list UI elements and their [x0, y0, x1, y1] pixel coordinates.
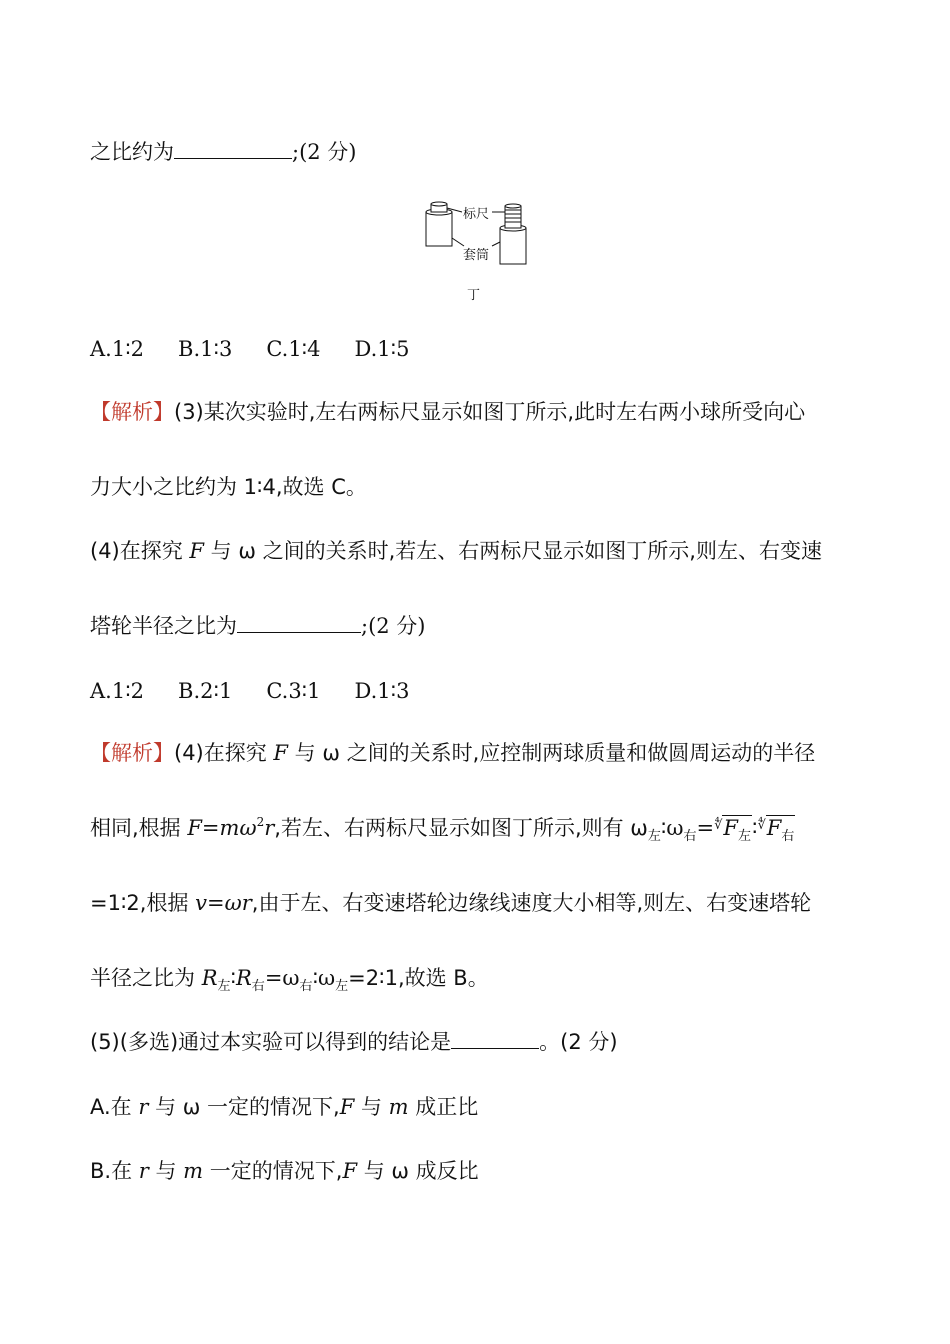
question5: (5)(多选)通过本实验可以得到的结论是 。(2 分) [90, 1030, 618, 1054]
radical-icon: ∜ [757, 818, 766, 833]
figure-ding [420, 198, 540, 308]
option-c[interactable]: C.1∶4 [266, 337, 321, 361]
radical-icon: ∜ [714, 818, 723, 833]
option-a[interactable]: A.1∶2 [90, 679, 145, 703]
option-c[interactable]: C.3∶1 [266, 679, 321, 703]
analysis4-line2: 相同,根据 $F=m\omega^2r$,若左、右两标尺显示如图丁所示,则有 $\omega_左∶\omega_右=^∜F_左∶^∜F_右$ [90, 815, 795, 844]
figure-caption: 丁 [467, 288, 481, 303]
question5-option-a[interactable]: A.在 r 与 ω 一定的情况下,F 与 m 成正比 [90, 1095, 479, 1119]
radicand-left: $F_左$ [723, 816, 752, 844]
option-b[interactable]: B.1∶3 [178, 337, 233, 361]
analysis4-line4: 半径之比为 $R_左∶R_右=\omega_右∶\omega_左=2∶1$,故选 B。 [90, 966, 489, 994]
analysis-tag: 【解析】 [90, 741, 174, 765]
question3-tail: 之比约为 ;(2 分) [90, 140, 357, 164]
option-b[interactable]: B.2∶1 [178, 679, 233, 703]
answer-blank[interactable] [174, 138, 292, 159]
analysis3-line2: 力大小之比约为 1∶4,故选 C。 [90, 475, 367, 499]
analysis-tag: 【解析】 [90, 400, 174, 424]
question3-options [90, 334, 860, 364]
label-scale: 标尺 [463, 207, 490, 222]
question4-line1: (4)在探究 F 与 ω 之间的关系时,若左、右两标尺显示如图丁所示,则左、右变速 [90, 539, 822, 563]
question4-line2: 塔轮半径之比为 ;(2 分) [90, 614, 426, 638]
question5-option-b[interactable]: B.在 r 与 m 一定的情况下,F 与 ω 成反比 [90, 1159, 479, 1183]
answer-blank[interactable] [237, 612, 361, 633]
label-sleeve: 套筒 [463, 248, 490, 263]
analysis3-line1: 【解析】(3)某次实验时,左右两标尺显示如图丁所示,此时左右两小球所受向心 [90, 400, 806, 424]
analysis4-line3: =1∶2,根据 v=ωr,由于左、右变速塔轮边缘线速度大小相等,则左、右变速塔轮 [90, 891, 812, 915]
question4-options [90, 676, 860, 706]
option-d[interactable]: D.1∶5 [354, 337, 410, 361]
option-d[interactable]: D.1∶3 [354, 679, 410, 703]
option-a[interactable]: A.1∶2 [90, 337, 145, 361]
answer-blank[interactable] [451, 1028, 539, 1049]
analysis4-line1: 【解析】(4)在探究 F 与 ω 之间的关系时,应控制两球质量和做圆周运动的半径 [90, 741, 816, 765]
radicand-right: $F_右$ [766, 816, 795, 844]
